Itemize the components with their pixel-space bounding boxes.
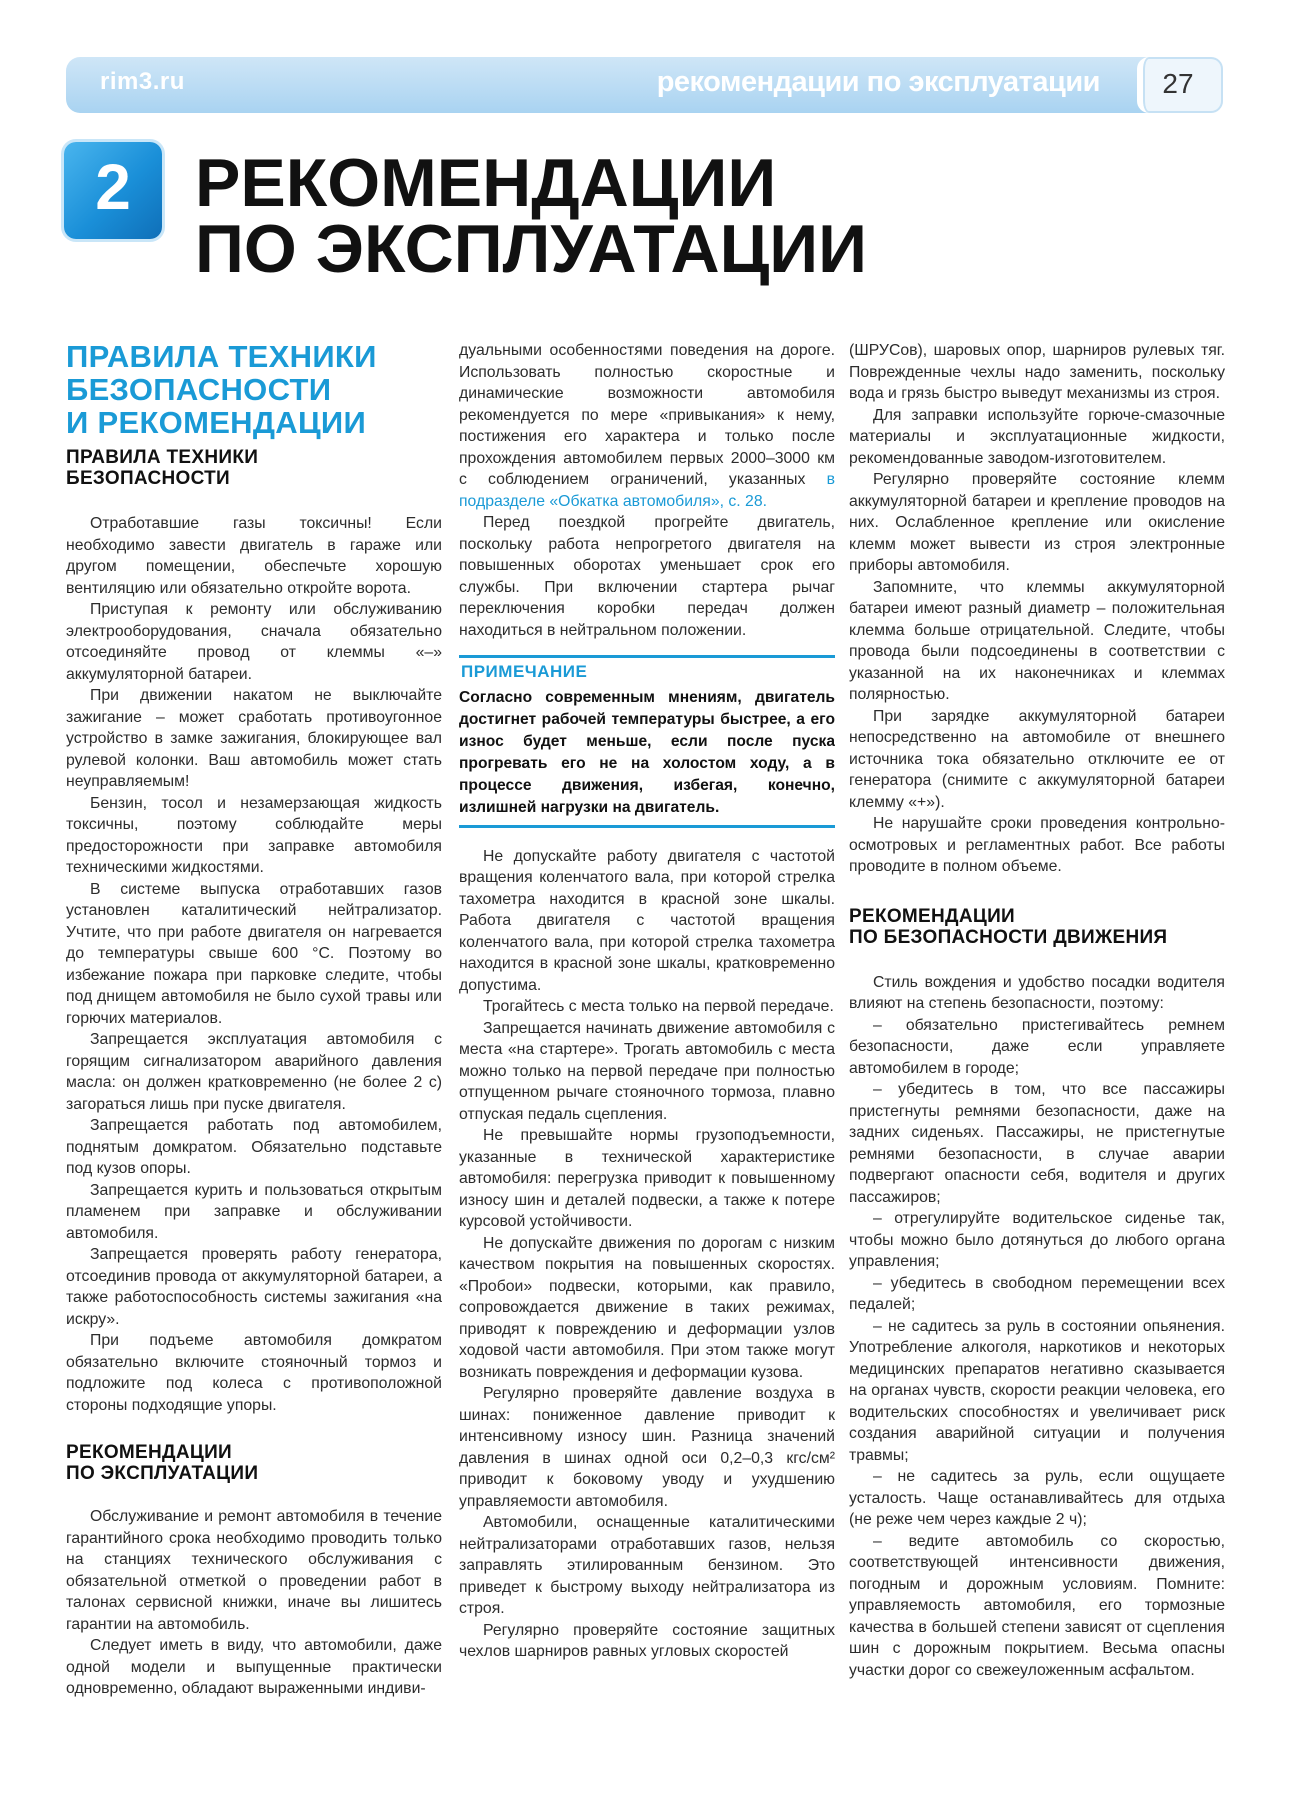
paragraph: Следует иметь в виду, что автомобили, даже одной модели и выпущенные практически одновременно, обладают выраженными индиви- xyxy=(66,1637,442,1697)
section-heading-line: БЕЗОПАСНОСТИ xyxy=(66,372,332,407)
paragraph: Регулярно проверяйте состояние клемм аккумуляторной батареи и крепление проводов на них. Ослабленное крепление или окисление клемм может вывести из строя электронные приборы автомобиля. xyxy=(849,471,1225,574)
note-box xyxy=(459,655,835,828)
list-item: – отрегулируйте водительское сиденье так, чтобы можно было дотянуться до любого органа управления; xyxy=(849,1210,1225,1270)
running-section-title: рекомендации по эксплуатации xyxy=(656,66,1100,98)
paragraph-text: дуальными особенностями поведения на дороге. Использовать полностью скоростные и динамические возможности автомобиля рекомендуется по мере «привыкания» к нему, постижения его характера и только после прохождения автомобилем первых 2000–3000 км с соблюдением ограничений, указанных xyxy=(459,342,835,488)
paragraph: Запрещается проверять работу генератора, отсоединив провода от аккумуляторной батареи, а также работоспособность системы зажигания «на искру». xyxy=(66,1246,442,1328)
paragraph: Бензин, тосол и незамерзающая жидкость токсичны, поэтому соблюдайте меры предосторожности при заправке автомобиля техническими жидкостями. xyxy=(66,794,442,876)
paragraph: При зарядке аккумуляторной батареи непосредственно на автомобиле от внешнего источника тока обязательно отключите ее от генератора (снимите с аккумуляторной батареи клемму «+»). xyxy=(849,707,1225,811)
paragraph: Автомобили, оснащенные каталитическими нейтрализаторами отработавших газов, нельзя заправлять этилированным бензином. Это приведет к быстрому выходу нейтрализатора из строя. xyxy=(459,1514,835,1617)
paragraph: Приступая к ремонту или обслуживанию электрооборудования, сначала обязательно отсоединяйте провод от клеммы «–» аккумуляторной батареи. xyxy=(66,601,442,683)
column-3 xyxy=(849,340,1225,1740)
paragraph: Не превышайте нормы грузоподъемности, указанные в технической характеристике автомобиля: перегрузка приводит к повышенному износу шин и деталей подвески, а также к потере курсовой устойчивости. xyxy=(459,1127,835,1230)
paragraph: Запомните, что клеммы аккумуляторной батареи имеют разный диаметр – положительная клемма больше отрицательной. Следите, чтобы провода были подсоединены в соответствии с указанной на их наконечниках и клеммах полярностью. xyxy=(849,578,1225,703)
paragraph: Перед поездкой прогрейте двигатель, поскольку работа непрогретого двигателя на повышенных оборотах уменьшает срок его службы. При включении стартера рычаг переключения коробки передач должен находиться в нейтральном положении. xyxy=(459,514,835,639)
paragraph-continued: (ШРУСов), шаровых опор, шарниров рулевых тяг. Поврежденные чехлы надо заменить, поскольку вода и грязь быстро выведут механизмы из строя. xyxy=(849,342,1225,402)
column-1 xyxy=(66,340,442,1740)
paragraph: Не нарушайте сроки проведения контрольно-осмотровых и регламентных работ. Все работы проводите в полном объеме. xyxy=(849,815,1225,875)
paragraph: Отработавшие газы токсичны! Если необходимо завести двигатель в гараже или другом помещении, обеспечьте хорошую вентиляцию или обязательно откройте ворота. xyxy=(66,515,442,597)
chapter-title-line2: ПО ЭКСПЛУАТАЦИИ xyxy=(195,211,868,287)
paragraph: В системе выпуска отработавших газов установлен каталитический нейтрализатор. Учтите, что при работе двигателя он нагревается до температуры свыше 600 °С. Поэтому во избежание пожара при парковке следите, чтобы под днищем автомобиля не было сухой травы или горючих материалов. xyxy=(66,880,442,1027)
list-item: – обязательно пристегивайтесь ремнем безопасности, даже если управляете автомобилем в городе; xyxy=(849,1016,1225,1077)
list-item: – убедитесь в свободном перемещении всех педалей; xyxy=(849,1274,1225,1313)
subheading-line: ПО ЭКСПЛУАТАЦИИ xyxy=(66,1463,259,1484)
subheading-line: БЕЗОПАСНОСТИ xyxy=(66,468,230,489)
paragraph: Запрещается работать под автомобилем, поднятым домкратом. Обязательно подставьте под кузов опоры. xyxy=(66,1117,442,1177)
subheading-operation xyxy=(66,1442,442,1484)
list-item: – убедитесь в том, что все пассажиры пристегнуты ремнями безопасности, даже на задних сиденьях. Пассажиры, не пристегнутые ремнями безопасности, в случае аварии подвергают опасности себя, водителя и других пассажиров; xyxy=(849,1081,1225,1206)
section-heading-safety xyxy=(66,340,442,439)
chapter-title xyxy=(195,145,868,287)
paragraph: При движении накатом не выключайте зажигание – может сработать противоугонное устройство в замке зажигания, блокирующее вал рулевой колонки. Ваш автомобиль может стать неуправляемым! xyxy=(66,687,442,790)
chapter-number: 2 xyxy=(95,151,131,223)
paragraph: Запрещается эксплуатация автомобиля с горящим сигнализатором аварийного давления масла: он должен кратковременно (не более 2 с) загораться лишь при пуске двигателя. xyxy=(66,1031,442,1113)
paragraph-continued xyxy=(459,340,835,512)
paragraph: Регулярно проверяйте давление воздуха в шинах: пониженное давление приводит к интенсивному износу шин. Разница значений давления в шинах одной оси 0,2–0,3 кгс/см² приводит к боковому уводу и ухудшению управляемости автомобиля. xyxy=(459,1385,835,1510)
paragraph: Обслуживание и ремонт автомобиля в течение гарантийного срока необходимо проводить только на станциях технического обслуживания с обязательной отметкой о проведении работ в талонах сервисной книжки, иначе вы лишитесь гарантии на автомобиль. xyxy=(66,1508,442,1633)
list-item: – ведите автомобиль со скоростью, соответствующей интенсивности движения, погодным и дорожным условиям. Помните: управляемость автомобиля, его тормозные качества в большей степени зависят от сцепления шин с дорожным покрытием. Весьма опасны участки дорог со свежеуложенным асфальтом. xyxy=(849,1532,1225,1679)
page-number: 27 xyxy=(1162,68,1194,99)
paragraph: Запрещается начинать движение автомобиля с места «на стартере». Трогать автомобиль с места можно только на первой передаче при полностью отпущенном рычаге стояночного тормоза, плавно отпуская педаль сцепления. xyxy=(459,1019,835,1123)
cross-reference-link[interactable]: в подразделе «Обкатка автомобиля», с. 28. xyxy=(459,471,835,510)
paragraph: Трогайтесь с места только на первой передаче. xyxy=(483,998,834,1015)
note-text: Согласно современным мнениям, двигатель достигнет рабочей температуры быстрее, а его износ будет меньше, если после пуска прогревать его не на холостом ходу, а в процессе движения, избегая, конечно, излишней нагрузки на двигатель. xyxy=(459,687,835,828)
paragraph: Запрещается курить и пользоваться открытым пламенем при заправке и обслуживании автомобиля. xyxy=(66,1181,442,1242)
paragraph: Не допускайте движения по дорогам с низким качеством покрытия на повышенных скоростях. «Пробои» подвески, которыми, как правило, сопровождается движение в таких режимах, приводят к повреждению и деформации узлов ходовой части автомобиля. При этом также могут возникать повреждения и деформации кузова. xyxy=(459,1234,835,1381)
paragraph: Для заправки используйте горюче-смазочные материалы и эксплуатационные жидкости, рекомендованные заводом-изготовителем. xyxy=(849,406,1225,467)
column-2 xyxy=(459,340,835,1740)
note-label: ПРИМЕЧАНИЕ xyxy=(459,655,835,687)
subheading-driving-safety xyxy=(849,906,1225,948)
section-heading-line: И РЕКОМЕНДАЦИИ xyxy=(66,405,367,440)
section-heading-line: ПРАВИЛА ТЕХНИКИ xyxy=(66,340,377,374)
paragraph: Регулярно проверяйте состояние защитных чехлов шарниров равных угловых скоростей xyxy=(459,1621,835,1660)
site-name: rim3.ru xyxy=(100,68,185,95)
subheading-safety-rules xyxy=(66,447,442,489)
subheading-line: РЕКОМЕНДАЦИИ xyxy=(849,905,1015,927)
chapter-title-line1: РЕКОМЕНДАЦИИ xyxy=(195,145,777,221)
paragraph: При подъеме автомобиля домкратом обязательно включите стояночный тормоз и подложите под колеса с противоположной стороны подходящие упоры. xyxy=(66,1332,442,1414)
list-item: – не садитесь за руль, если ощущаете усталость. Чаще останавливайтесь для отдыха (не реже чем через каждые 2 ч); xyxy=(849,1468,1225,1528)
subheading-line: ПО БЕЗОПАСНОСТИ ДВИЖЕНИЯ xyxy=(849,926,1168,948)
paragraph: Стиль вождения и удобство посадки водителя влияют на степень безопасности, поэтому: xyxy=(849,973,1225,1012)
subheading-line: РЕКОМЕНДАЦИИ xyxy=(66,1442,232,1463)
subheading-line: ПРАВИЛА ТЕХНИКИ xyxy=(66,447,259,468)
paragraph: Не допускайте работу двигателя с частотой вращения коленчатого вала, при которой стрелка тахометра находится в красной зоне шкалы. Работа двигателя с частотой вращения коленчатого вала, при которой стрелка тахометра находится в красной зоне шкалы, кратковременно допустима. xyxy=(459,847,835,994)
list-item: – не садитесь за руль в состоянии опьянения. Употребление алкоголя, наркотиков и некоторых медицинских препаратов негативно сказывается на органах чувств, скорости реакции человека, его водительских способностях и увеличивает риск создания аварийной ситуации и получения травмы; xyxy=(849,1317,1225,1464)
